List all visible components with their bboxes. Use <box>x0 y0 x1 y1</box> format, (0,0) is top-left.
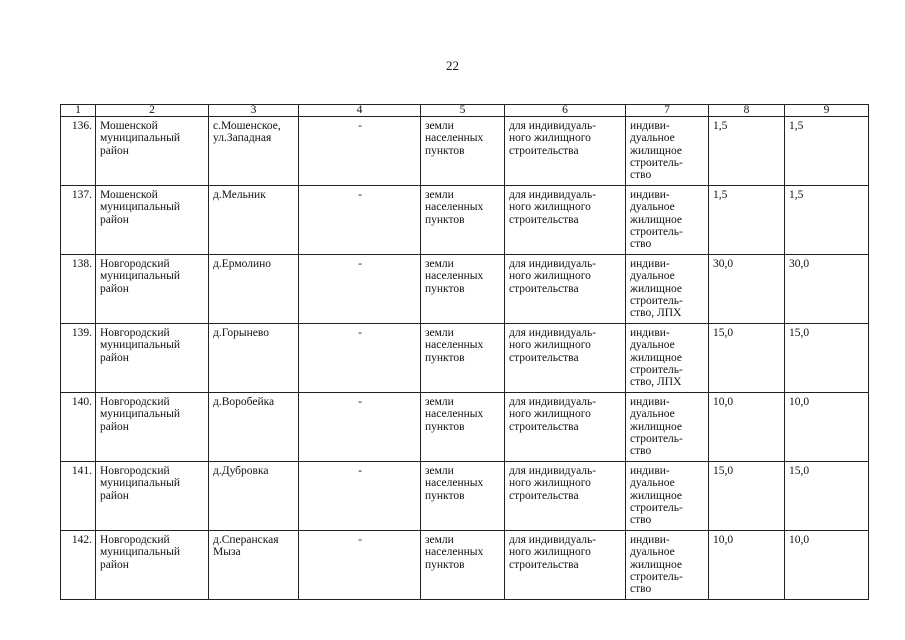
cell-line: ного жилищного <box>509 201 591 214</box>
settlement-cell <box>209 324 299 393</box>
cell-line: муниципальный <box>100 339 181 352</box>
column-number-row <box>61 105 869 117</box>
row-number-cell: 141. <box>61 462 96 531</box>
column-number-cell: 5 <box>421 105 505 117</box>
cell-line: строительства <box>509 213 579 226</box>
cell-line: жилищное <box>630 144 682 157</box>
district-cell <box>96 393 209 462</box>
cell-line: ство <box>630 169 652 182</box>
table-row <box>61 462 869 531</box>
purpose-cell <box>626 255 709 324</box>
purpose-cell <box>626 117 709 186</box>
column-number-cell: 6 <box>505 105 626 117</box>
column-number-cell: 9 <box>785 105 869 117</box>
column-9-cell: 10,0 <box>785 531 869 600</box>
cell-line: д.Воробейка <box>213 396 275 408</box>
cell-line: д.Дубровка <box>213 465 269 477</box>
cell-line: ного жилищного <box>509 270 591 283</box>
cell-line: пунктов <box>425 282 465 295</box>
cell-line: строитель- <box>630 363 683 376</box>
table-row <box>61 393 869 462</box>
cell-line: населенных <box>425 477 484 490</box>
cell-line: Мошенской <box>100 120 158 132</box>
district-cell <box>96 255 209 324</box>
cell-line: район <box>100 144 129 157</box>
purpose-cell <box>626 462 709 531</box>
column-4-cell: - <box>299 531 421 600</box>
cell-line: дуальное <box>630 546 675 559</box>
cell-line: д.Горынево <box>213 327 269 339</box>
column-8-cell: 1,5 <box>709 117 785 186</box>
column-9-cell: 15,0 <box>785 462 869 531</box>
cell-line: строительства <box>509 558 579 571</box>
table-body <box>61 105 869 600</box>
cell-line: ство <box>630 238 652 251</box>
column-9-cell: 1,5 <box>785 186 869 255</box>
column-number-cell: 8 <box>709 105 785 117</box>
column-number-cell: 1 <box>61 105 96 117</box>
district-cell <box>96 462 209 531</box>
permitted-use-cell <box>505 393 626 462</box>
cell-line: Новгородский <box>100 396 170 408</box>
cell-line: индиви- <box>630 534 670 546</box>
row-number-cell: 140. <box>61 393 96 462</box>
land-plots-table <box>60 104 869 600</box>
cell-line: индиви- <box>630 465 670 477</box>
column-8-cell: 15,0 <box>709 324 785 393</box>
cell-line: для индивидуаль- <box>509 465 597 477</box>
cell-line: район <box>100 282 129 295</box>
table-row <box>61 324 869 393</box>
cell-line: ного жилищного <box>509 408 591 421</box>
permitted-use-cell <box>505 531 626 600</box>
cell-line: д.Ермолино <box>213 258 271 270</box>
permitted-use-cell <box>505 186 626 255</box>
settlement-cell <box>209 462 299 531</box>
cell-line: район <box>100 213 129 226</box>
column-4-cell: - <box>299 186 421 255</box>
column-9-cell: 1,5 <box>785 117 869 186</box>
cell-line: дуальное <box>630 132 675 145</box>
cell-line: строитель- <box>630 294 683 307</box>
district-cell <box>96 324 209 393</box>
column-8-cell: 30,0 <box>709 255 785 324</box>
district-cell <box>96 186 209 255</box>
cell-line: населенных <box>425 201 484 214</box>
cell-line: ул.Западная <box>213 132 272 145</box>
cell-line: строитель- <box>630 225 683 238</box>
cell-line: жилищное <box>630 282 682 295</box>
table-row <box>61 186 869 255</box>
cell-line: строительства <box>509 144 579 157</box>
cell-line: земли <box>425 465 454 477</box>
cell-line: жилищное <box>630 351 682 364</box>
cell-line: индиви- <box>630 258 670 270</box>
cell-line: для индивидуаль- <box>509 120 597 132</box>
column-9-cell: 30,0 <box>785 255 869 324</box>
cell-line: пунктов <box>425 558 465 571</box>
column-number-cell: 7 <box>626 105 709 117</box>
land-category-cell <box>421 324 505 393</box>
settlement-cell <box>209 186 299 255</box>
cell-line: жилищное <box>630 213 682 226</box>
cell-line: индиви- <box>630 120 670 132</box>
cell-line: ство <box>630 514 652 527</box>
land-category-cell <box>421 255 505 324</box>
cell-line: для индивидуаль- <box>509 396 597 408</box>
settlement-cell <box>209 531 299 600</box>
cell-line: ство <box>630 445 652 458</box>
column-4-cell: - <box>299 462 421 531</box>
column-8-cell: 15,0 <box>709 462 785 531</box>
settlement-cell <box>209 393 299 462</box>
cell-line: с.Мошенское, <box>213 120 281 132</box>
cell-line: муниципальный <box>100 132 181 145</box>
cell-line: жилищное <box>630 489 682 502</box>
cell-line: строитель- <box>630 501 683 514</box>
land-category-cell <box>421 186 505 255</box>
land-category-cell <box>421 531 505 600</box>
permitted-use-cell <box>505 255 626 324</box>
cell-line: строитель- <box>630 432 683 445</box>
cell-line: населенных <box>425 270 484 283</box>
row-number-cell: 138. <box>61 255 96 324</box>
cell-line: земли <box>425 258 454 270</box>
column-4-cell: - <box>299 393 421 462</box>
table-row <box>61 255 869 324</box>
cell-line: населенных <box>425 339 484 352</box>
cell-line: индиви- <box>630 396 670 408</box>
permitted-use-cell <box>505 324 626 393</box>
cell-line: пунктов <box>425 144 465 157</box>
cell-line: для индивидуаль- <box>509 258 597 270</box>
cell-line: муниципальный <box>100 270 181 283</box>
row-number-cell: 137. <box>61 186 96 255</box>
column-9-cell: 15,0 <box>785 324 869 393</box>
cell-line: строитель- <box>630 156 683 169</box>
table-row <box>61 531 869 600</box>
row-number-cell: 139. <box>61 324 96 393</box>
cell-line: индиви- <box>630 189 670 201</box>
cell-line: земли <box>425 396 454 408</box>
cell-line: Новгородский <box>100 534 170 546</box>
purpose-cell <box>626 324 709 393</box>
cell-line: дуальное <box>630 201 675 214</box>
cell-line: муниципальный <box>100 408 181 421</box>
page-number: 22 <box>446 58 459 73</box>
cell-line: район <box>100 489 129 502</box>
cell-line: жилищное <box>630 420 682 433</box>
column-8-cell: 10,0 <box>709 393 785 462</box>
column-9-cell: 10,0 <box>785 393 869 462</box>
column-8-cell: 1,5 <box>709 186 785 255</box>
cell-line: жилищное <box>630 558 682 571</box>
purpose-cell <box>626 531 709 600</box>
cell-line: Новгородский <box>100 327 170 339</box>
cell-line: муниципальный <box>100 477 181 490</box>
cell-line: пунктов <box>425 420 465 433</box>
cell-line: строительства <box>509 351 579 364</box>
cell-line: ство, ЛПХ <box>630 307 682 320</box>
cell-line: для индивидуаль- <box>509 327 597 339</box>
cell-line: Мошенской <box>100 189 158 201</box>
cell-line: населенных <box>425 132 484 145</box>
cell-line: пунктов <box>425 213 465 226</box>
cell-line: ного жилищного <box>509 477 591 490</box>
row-number-cell: 136. <box>61 117 96 186</box>
cell-line: строительства <box>509 420 579 433</box>
cell-line: Мыза <box>213 546 241 559</box>
cell-line: дуальное <box>630 270 675 283</box>
cell-line: район <box>100 420 129 433</box>
cell-line: муниципальный <box>100 546 181 559</box>
cell-line: пунктов <box>425 489 465 502</box>
cell-line: индиви- <box>630 327 670 339</box>
cell-line: Новгородский <box>100 258 170 270</box>
purpose-cell <box>626 393 709 462</box>
table-row <box>61 117 869 186</box>
column-number-cell: 2 <box>96 105 209 117</box>
row-number-cell: 142. <box>61 531 96 600</box>
column-8-cell: 10,0 <box>709 531 785 600</box>
cell-line: район <box>100 558 129 571</box>
cell-line: для индивидуаль- <box>509 534 597 546</box>
column-4-cell: - <box>299 117 421 186</box>
permitted-use-cell <box>505 117 626 186</box>
column-number-cell: 3 <box>209 105 299 117</box>
settlement-cell <box>209 255 299 324</box>
column-number-cell: 4 <box>299 105 421 117</box>
cell-line: пунктов <box>425 351 465 364</box>
cell-line: ство <box>630 583 652 596</box>
purpose-cell <box>626 186 709 255</box>
land-category-cell <box>421 393 505 462</box>
cell-line: ного жилищного <box>509 132 591 145</box>
land-category-cell <box>421 117 505 186</box>
cell-line: район <box>100 351 129 364</box>
cell-line: земли <box>425 120 454 132</box>
cell-line: населенных <box>425 408 484 421</box>
cell-line: Новгородский <box>100 465 170 477</box>
land-category-cell <box>421 462 505 531</box>
district-cell <box>96 531 209 600</box>
cell-line: строительства <box>509 489 579 502</box>
cell-line: строитель- <box>630 570 683 583</box>
cell-line: ного жилищного <box>509 339 591 352</box>
cell-line: д.Сперанская <box>213 534 279 546</box>
cell-line: д.Мельник <box>213 189 266 201</box>
cell-line: ного жилищного <box>509 546 591 559</box>
cell-line: дуальное <box>630 339 675 352</box>
cell-line: строительства <box>509 282 579 295</box>
settlement-cell <box>209 117 299 186</box>
cell-line: муниципальный <box>100 201 181 214</box>
permitted-use-cell <box>505 462 626 531</box>
cell-line: земли <box>425 534 454 546</box>
cell-line: населенных <box>425 546 484 559</box>
cell-line: для индивидуаль- <box>509 189 597 201</box>
cell-line: ство, ЛПХ <box>630 376 682 389</box>
column-4-cell: - <box>299 324 421 393</box>
column-4-cell: - <box>299 255 421 324</box>
cell-line: земли <box>425 189 454 201</box>
cell-line: земли <box>425 327 454 339</box>
district-cell <box>96 117 209 186</box>
cell-line: дуальное <box>630 408 675 421</box>
cell-line: дуальное <box>630 477 675 490</box>
